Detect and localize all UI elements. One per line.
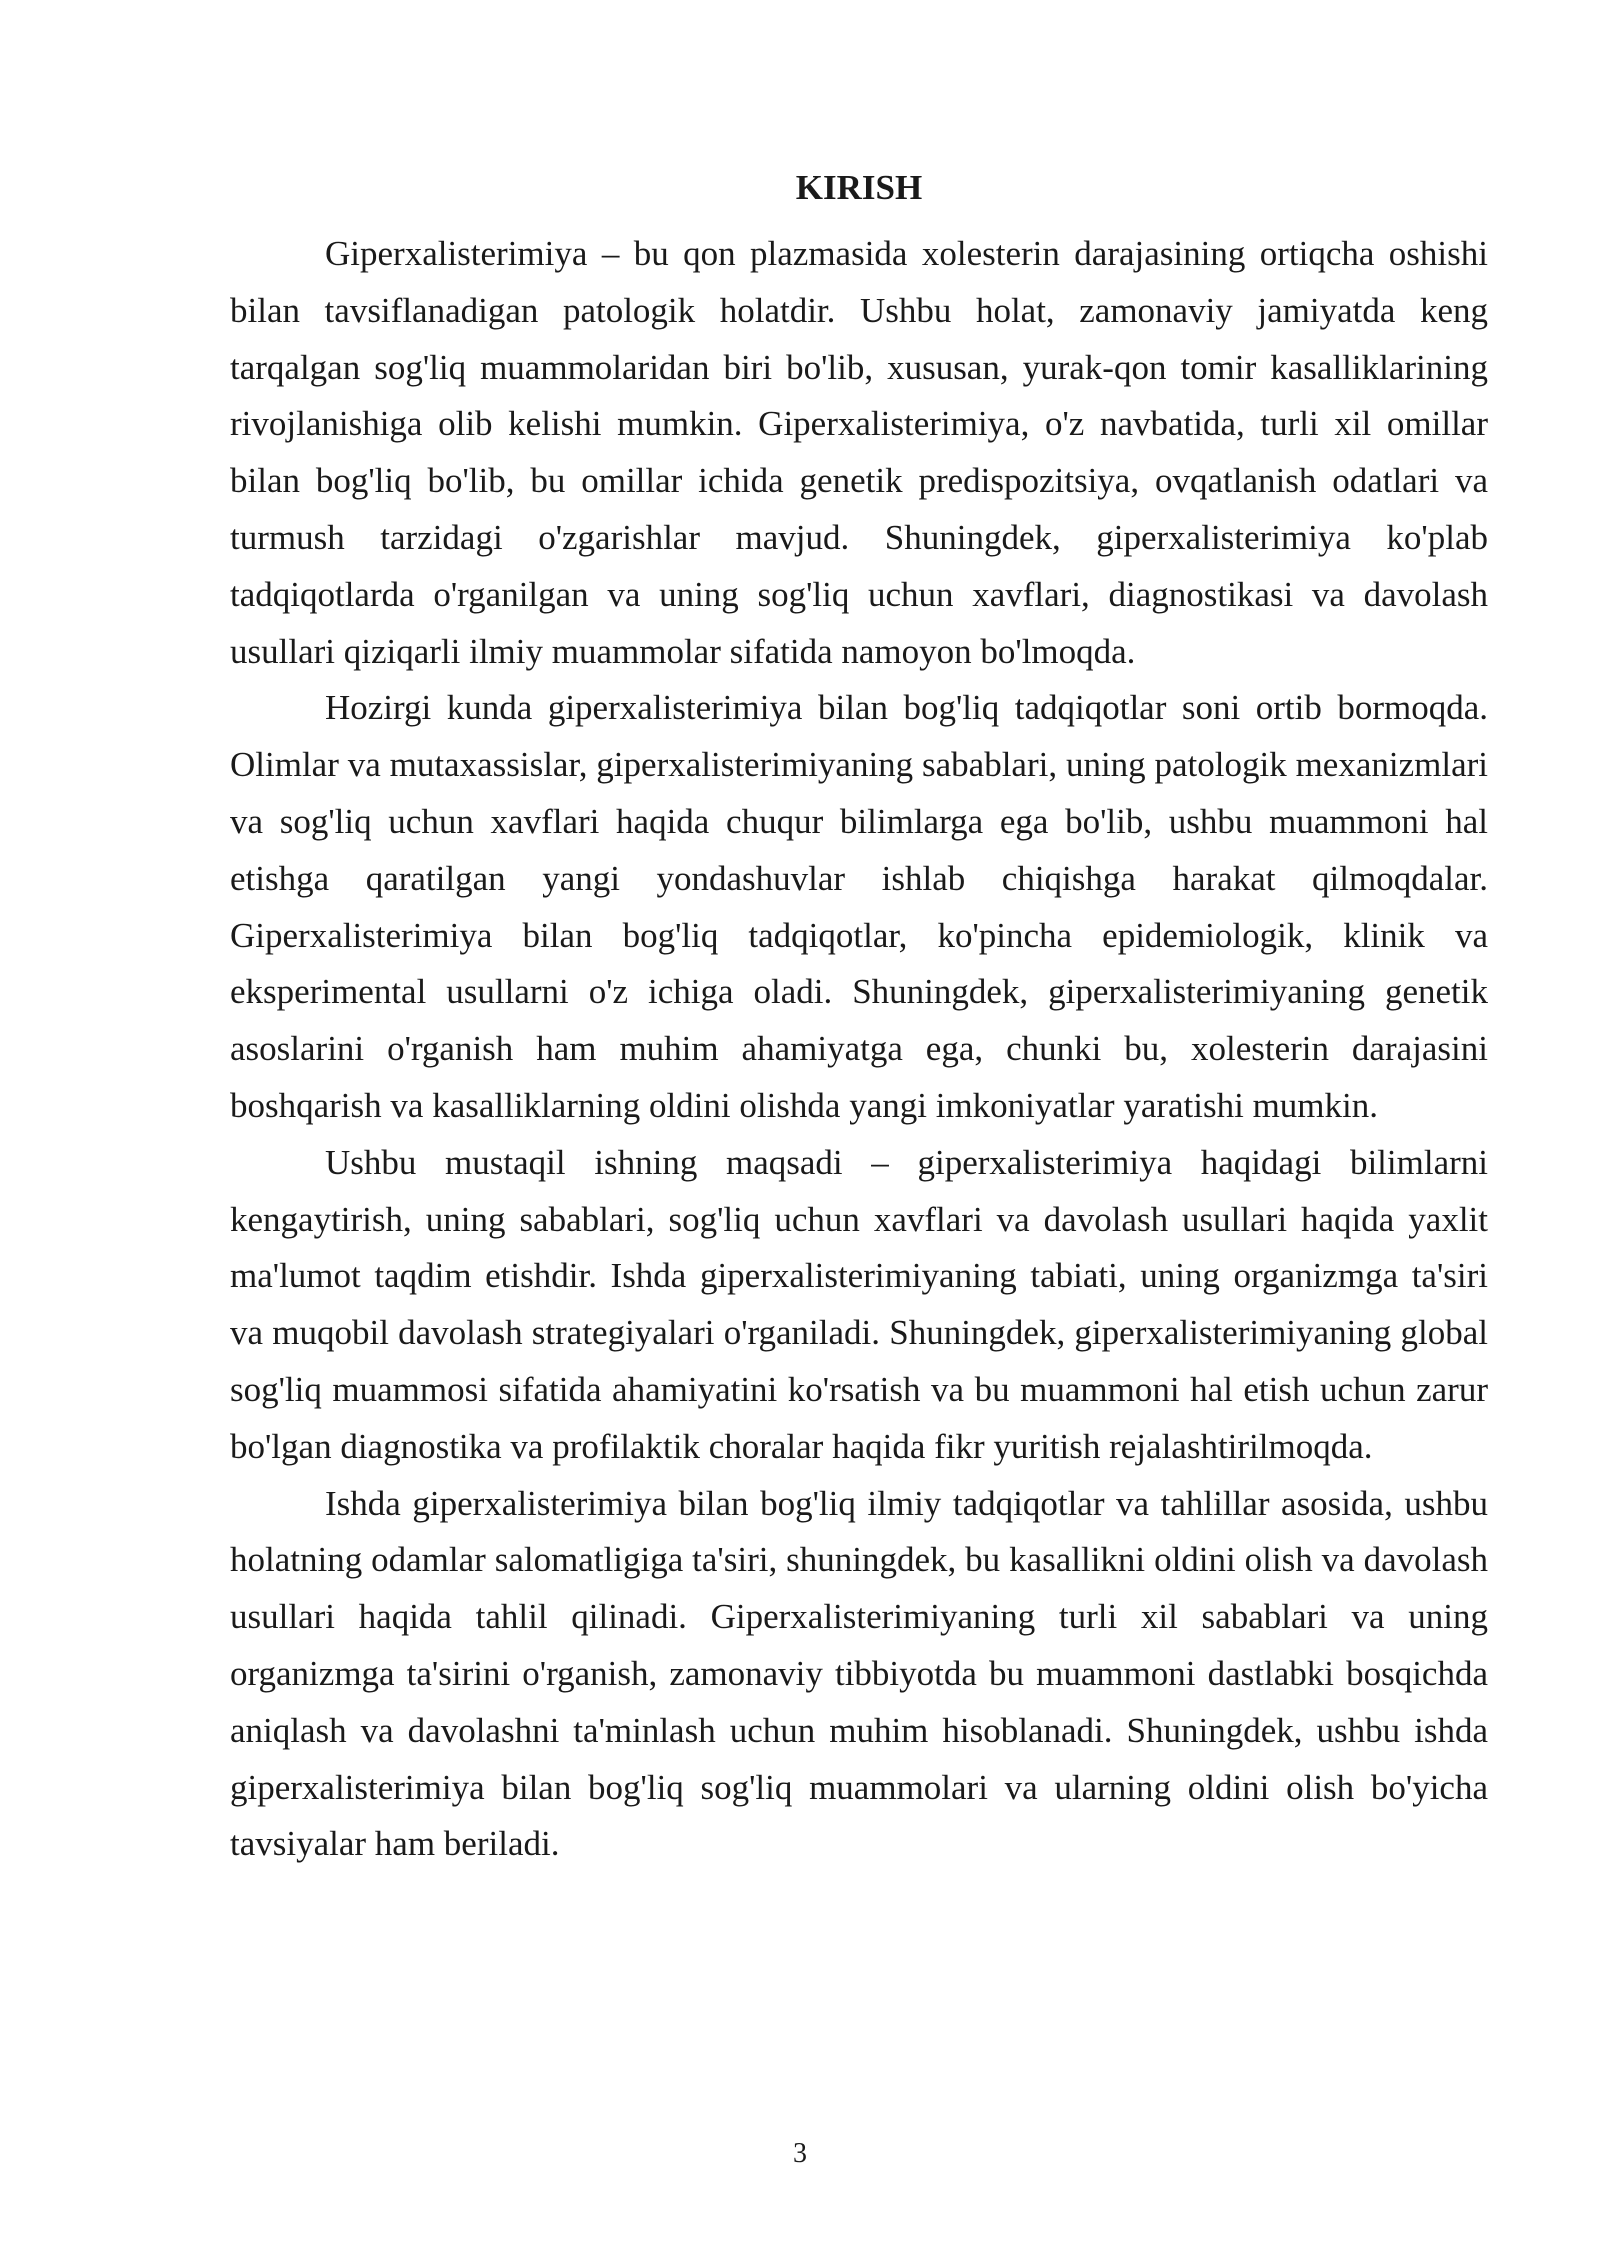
paragraph: Ishda giperxalisterimiya bilan bog'liq ilmiy tadqiqotlar va tahlillar asosida, ushbu holatning odamlar salomatligiga ta'siri, shuningdek, bu kasallikni oldini olish va davolash usullari haqida tahlil qilinadi. Giperxalisterimiyaning turli xil sabablari va uning organizmga ta'sirini o'rganish, zamonaviy tibbiyotda bu muammoni dastlabki bosqichda aniqlash va davolashni ta'minlash uchun muhim hisoblanadi. Shuningdek, ushbu ishda giperxalisterimiya bilan bog'liq sog'liq muammolari va ularning oldini olish bo'yicha tavsiyalar ham beriladi. <box>230 1483 1488 1864</box>
section-title: KIRISH <box>795 168 923 207</box>
paragraph: Hozirgi kunda giperxalisterimiya bilan bog'liq tadqiqotlar soni ortib bormoqda. Olimlar va mutaxassislar, giperxalisterimiyaning sabablari, uning patologik mexanizmlari va sog'liq uchun xavflari haqida chuqur bilimlarga ega bo'lib, ushbu muammoni hal etishga qaratilgan yangi yondashuvlar ishlab chiqishga harakat qilmoqdalar. Giperxalisterimiya bilan bog'liq tadqiqotlar, ko'pincha epidemiologik, klinik va eksperimental usullarni o'z ichiga oladi. Shuningdek, giperxalisterimiyaning genetik asoslarini o'rganish ham muhim ahamiyatga ega, chunki bu, xolesterin darajasini boshqarish va kasalliklarning oldini olishda yangi imkoniyatlar yaratishi mumkin. <box>230 688 1488 1125</box>
page-number: 3 <box>793 2138 807 2169</box>
paragraph: Giperxalisterimiya – bu qon plazmasida xolesterin darajasining ortiqcha oshishi bilan tavsiflanadigan patologik holatdir. Ushbu holat, zamonaviy jamiyatda keng tarqalgan sog'liq muammolaridan biri bo'lib, xususan, yurak-qon tomir kasalliklarining rivojlanishiga olib kelishi mumkin. Giperxalisterimiya, o'z navbatida, turli xil omillar bilan bog'liq bo'lib, bu omillar ichida genetik predispozitsiya, ovqatlanish odatlari va turmush tarzidagi o'zgarishlar mavjud. Shuningdek, giperxalisterimiya ko'plab tadqiqotlarda o'rganilgan va uning sog'liq uchun xavflari, diagnostikasi va davolash usullari qiziqarli ilmiy muammolar sifatida namoyon bo'lmoqda. <box>230 234 1488 671</box>
page-content <box>230 160 1488 1873</box>
paragraph: Ushbu mustaqil ishning maqsadi – giperxalisterimiya haqidagi bilimlarni kengaytirish, uning sabablari, sog'liq uchun xavflari va davolash usullari haqida yaxlit ma'lumot taqdim etishdir. Ishda giperxalisterimiyaning tabiati, uning organizmga ta'siri va muqobil davolash strategiyalari o'rganiladi. Shuningdek, giperxalisterimiyaning global sog'liq muammosi sifatida ahamiyatini ko'rsatish va bu muammoni hal etish uchun zarur bo'lgan diagnostika va profilaktik choralar haqida fikr yuritish rejalashtirilmoqda. <box>230 1142 1488 1466</box>
